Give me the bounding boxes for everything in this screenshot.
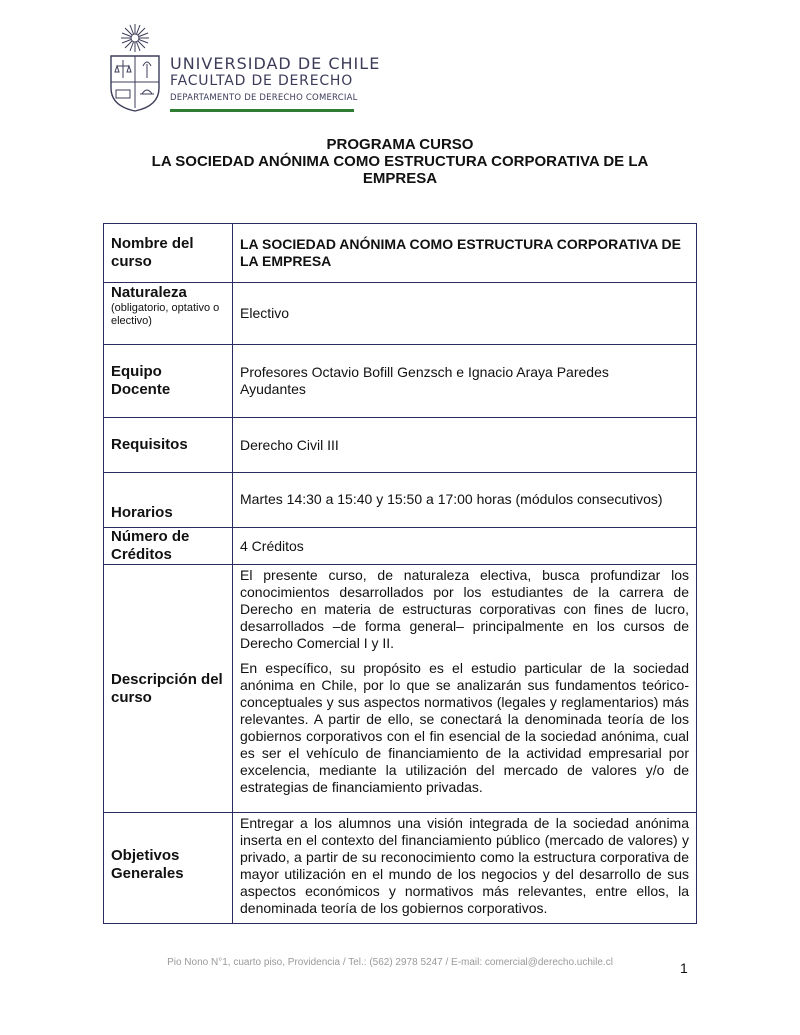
- schedule-value: Martes 14:30 a 15:40 y 15:50 a 17:00 horas (módulos consecutivos): [233, 473, 697, 528]
- teaching-team-professors: Profesores Octavio Bofill Genzsch e Ignacio Araya Paredes: [240, 364, 609, 380]
- row-label: Descripción del curso: [104, 565, 233, 813]
- objectives-value: Entregar a los alumnos una visión integrada de la sociedad anónima inserta en el contexto del financiamiento público (mercado de valores) y privado, a partir de su reconocimiento como la estructura corporativa de mayor utilización en el mundo de los negocios y del desarrollo de sus aspectos económicos y normativos más relevantes, entre ellos, la denominada teoría de los gobiernos corporativos.: [233, 813, 697, 924]
- nature-value: Electivo: [233, 283, 697, 345]
- teaching-team-cell: [233, 345, 697, 418]
- page-footer-address: Pio Nono N°1, cuarto piso, Providencia / Tel.: (562) 2978 5247 / E-mail: comercial@derecho.uchile.cl: [167, 957, 613, 968]
- row-sublabel: (obligatorio, optativo o electivo): [111, 302, 220, 327]
- department-name: DEPARTAMENTO DE DERECHO COMERCIAL: [170, 93, 358, 103]
- row-label: Número de Créditos: [104, 528, 233, 565]
- table-row-naturaleza: [104, 283, 697, 345]
- document-title: [100, 136, 700, 187]
- letterhead: [170, 54, 380, 104]
- table-row-horarios: [104, 473, 697, 528]
- title-line-2: LA SOCIEDAD ANÓNIMA COMO ESTRUCTURA CORPORATIVA DE LA: [151, 153, 649, 170]
- description-paragraph-2: En específico, su propósito es el estudio particular de la sociedad anónima en Chile, por lo que se analizarán sus fundamentos teórico-conceptuales y sus aspectos normativos (legales y reglamentarios) más relevantes. A partir de ello, se conectará la denominada teoría de los gobiernos corporativos con el fin esencial de la sociedad anónima, cual es ser el vehículo de financiamiento de la actividad empresarial por excelencia, mediante la utilización del mercado de valores y/o de estrategias de financiamiento privadas.: [240, 660, 689, 795]
- faculty-name: FACULTAD DE DERECHO: [170, 73, 354, 89]
- letterhead-accent-rule: [170, 109, 354, 112]
- table-row-equipo-docente: [104, 345, 697, 418]
- row-label: Horarios: [104, 473, 233, 528]
- table-row-nombre: [104, 224, 697, 283]
- description-cell: [233, 565, 697, 813]
- title-line-3: EMPRESA: [362, 170, 438, 187]
- row-label-cell: [104, 283, 233, 345]
- course-program-table: [103, 223, 697, 924]
- row-label: Naturaleza: [111, 284, 187, 301]
- university-name: UNIVERSIDAD DE CHILE: [170, 54, 381, 73]
- table-row-requisitos: [104, 418, 697, 473]
- table-row-objetivos: [104, 813, 697, 924]
- requirements-value: Derecho Civil III: [233, 418, 697, 473]
- description-paragraph-1: El presente curso, de naturaleza electiva, busca profundizar los conocimientos desarrollados por los estudiantes de la carrera de Derecho en materia de estructuras corporativas con fines de lucro, desarrollados –de forma general– principalmente en los cursos de Derecho Comercial I y II.: [240, 567, 689, 651]
- row-label: Equipo Docente: [104, 345, 233, 418]
- table-row-descripcion: [104, 565, 697, 813]
- university-crest-logo: [108, 22, 162, 112]
- credits-value: 4 Créditos: [233, 528, 697, 565]
- table-row-creditos: [104, 528, 697, 565]
- row-label: Nombre del curso: [104, 224, 233, 283]
- title-line-1: PROGRAMA CURSO: [326, 136, 474, 153]
- course-name-value: LA SOCIEDAD ANÓNIMA COMO ESTRUCTURA CORPORATIVA DE LA EMPRESA: [233, 224, 697, 283]
- row-label: Objetivos Generales: [104, 813, 233, 924]
- page-number: 1: [680, 960, 688, 976]
- row-label: Requisitos: [104, 418, 233, 473]
- teaching-team-assistants: Ayudantes: [240, 381, 306, 397]
